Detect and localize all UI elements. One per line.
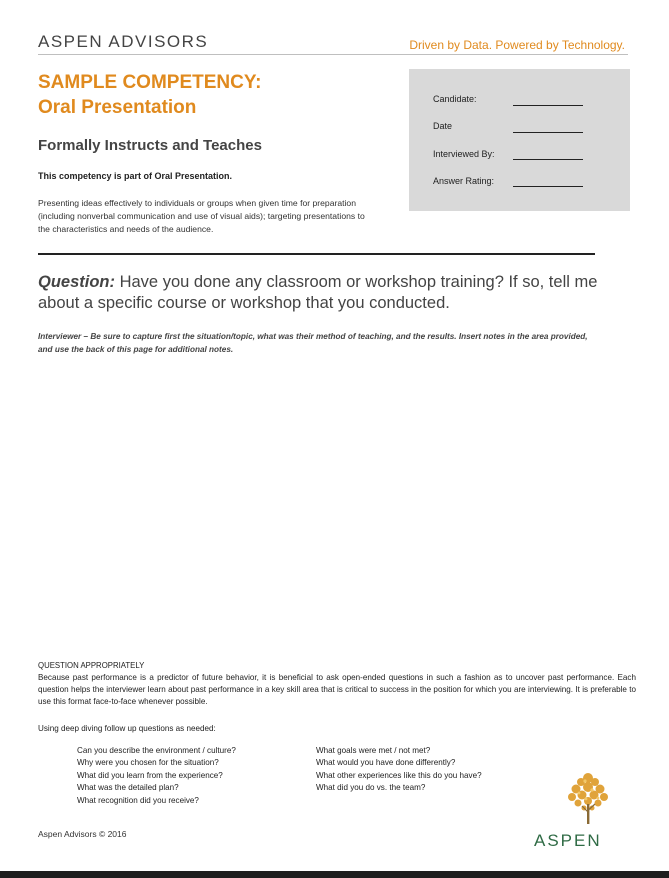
competency-subtitle: Formally Instructs and Teaches: [38, 137, 262, 154]
followup-item: What was the detailed plan?: [77, 783, 179, 793]
bottom-edge-bar: [0, 871, 669, 878]
interviewer-instructions: Interviewer – Be sure to capture first the situation/topic, what was their method of teaching, and the results. Insert notes in the area provided, and use the back of this page for additional notes.: [38, 332, 588, 354]
followup-item: Why were you chosen for the situation?: [77, 758, 219, 768]
brand-name: ASPEN ADVISORS: [38, 32, 209, 51]
candidate-field[interactable]: [513, 105, 583, 106]
competency-title-line1: SAMPLE COMPETENCY:: [38, 72, 262, 93]
followup-list-left: [77, 745, 236, 807]
followup-item: What would you have done differently?: [316, 758, 456, 768]
interviewed-by-label: Interviewed By:: [433, 149, 495, 159]
header-divider: [38, 54, 628, 55]
followup-item: What did you learn from the experience?: [77, 770, 223, 780]
followup-item: What did you do vs. the team?: [316, 783, 426, 793]
guidance-body: Because past performance is a predictor of future behavior, it is beneficial to ask open-ended questions in such a fashion as to uncover past performance. Each question helps the interviewer learn about past performance in a key skill area that is critical to success in the position for which you are interviewing. It is preferable to use this format face-to-face whenever possible.: [38, 673, 636, 706]
question-text: Have you done any classroom or workshop training? If so, tell me about a specific course or workshop that you conducted.: [38, 273, 598, 312]
candidate-label: Candidate:: [433, 94, 477, 104]
competency-description: Presenting ideas effectively to individuals or groups when given time for preparation (including nonverbal communication and use of visual aids); targeting presentations to the characteristics and needs of the audience.: [38, 198, 365, 234]
followup-item: What goals were met / not met?: [316, 746, 431, 755]
interview-question: [38, 272, 628, 314]
interviewed-by-field[interactable]: [513, 159, 583, 160]
followup-item: What recognition did you receive?: [77, 795, 199, 805]
competency-title-line2: Oral Presentation: [38, 97, 197, 118]
followup-item: Can you describe the environment / culture?: [77, 746, 236, 755]
aspen-tree-icon: [562, 768, 614, 826]
answer-rating-field[interactable]: [513, 186, 583, 187]
date-field[interactable]: [513, 132, 583, 133]
date-label: Date: [433, 121, 453, 131]
copyright-text: Aspen Advisors © 2016: [38, 829, 127, 839]
answer-rating-label: Answer Rating:: [433, 176, 495, 186]
question-label: Question:: [38, 273, 115, 291]
followup-intro: Using deep diving follow up questions as needed:: [38, 724, 216, 733]
followup-item: What other experiences like this do you have?: [316, 770, 482, 780]
guidance-heading: QUESTION APPROPRIATELY: [38, 661, 145, 670]
competency-part-of: This competency is part of Oral Presentation.: [38, 171, 233, 181]
tagline: Driven by Data. Powered by Technology.: [409, 38, 625, 52]
candidate-info-box: [409, 69, 630, 211]
footer-logo-text: ASPEN: [534, 831, 602, 850]
followup-list-right: [316, 745, 482, 795]
section-divider: [38, 253, 595, 255]
